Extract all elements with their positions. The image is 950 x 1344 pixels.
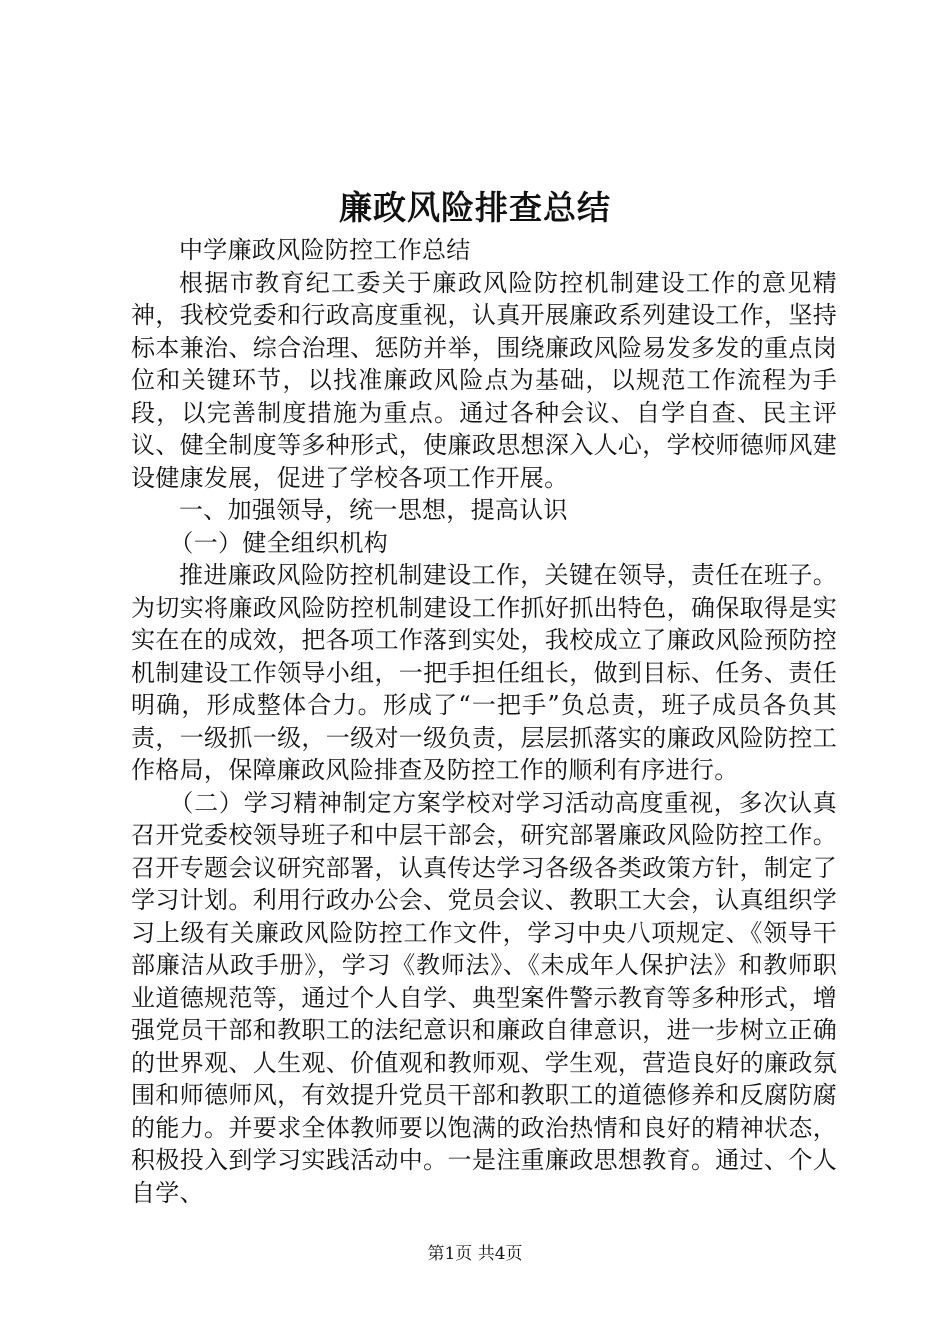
section-heading: 一、加强领导，统一思想，提高认识 bbox=[179, 496, 568, 524]
document-body bbox=[131, 234, 837, 1209]
page-footer: 第1页 共4页 bbox=[427, 1244, 523, 1264]
body-paragraph-2: （二）学习精神制定方案学校对学习活动高度重视，多次认真召开党委校领导班子和中层干部会，研究部署廉政风险防控工作。召开专题会议研究部署，认真传达学习各级各类政策方针，制定了学习计划。利用行政办公会、党员会议、教职工大会，认真组织学习上级有关廉政风险防控工作文件，学习中央八项规定、《领导干部廉洁从政手册》，学习《教师法》、《未成年人保护法》和教师职业道德规范等，通过个人自学、典型案件警示教育等多种形式，增强党员干部和教职工的法纪意识和廉政自律意识，进一步树立正确的世界观、人生观、价值观和教师观、学生观，营造良好的廉政氛围和师德师风，有效提升党员干部和教职工的道德修养和反腐防腐的能力。并要求全体教师要以饱满的政治热情和良好的精神状态，积极投入到学习实践活动中。一是注重廉政思想教育。通过、个人自学、 bbox=[131, 788, 837, 1207]
body-paragraph-1: 推进廉政风险防控机制建设工作，关键在领导，责任在班子。为切实将廉政风险防控机制建设工作抓好抓出特色，确保取得是实实在在的成效，把各项工作落到实处，我校成立了廉政风险预防控机制建设工作领导小组，一把手担任组长，做到目标、任务、责任明确，形成整体合力。形成了“一把手”负总责，班子成员各负其责，一级抓一级，一级对一级负责，层层抓落实的廉政风险防控工作格局，保障廉政风险排查及防控工作的顺利有序进行。 bbox=[131, 561, 837, 784]
subtitle-paragraph: 中学廉政风险防控工作总结 bbox=[179, 236, 471, 264]
intro-paragraph: 根据市教育纪工委关于廉政风险防控机制建设工作的意见精神，我校党委和行政高度重视，认真开展廉政系列建设工作，坚持标本兼治、综合治理、惩防并举，围绕廉政风险易发多发的重点岗位和关键环节，以找准廉政风险点为基础，以规范工作流程为手段，以完善制度措施为重点。通过各种会议、自学自查、民主评议、健全制度等多种形式，使廉政思想深入人心，学校师德师风建设健康发展，促进了学校各项工作开展。 bbox=[131, 268, 837, 492]
subsection-heading-1: （一）健全组织机构 bbox=[169, 528, 389, 557]
document-title: 廉政风险排查总结 bbox=[339, 188, 611, 227]
